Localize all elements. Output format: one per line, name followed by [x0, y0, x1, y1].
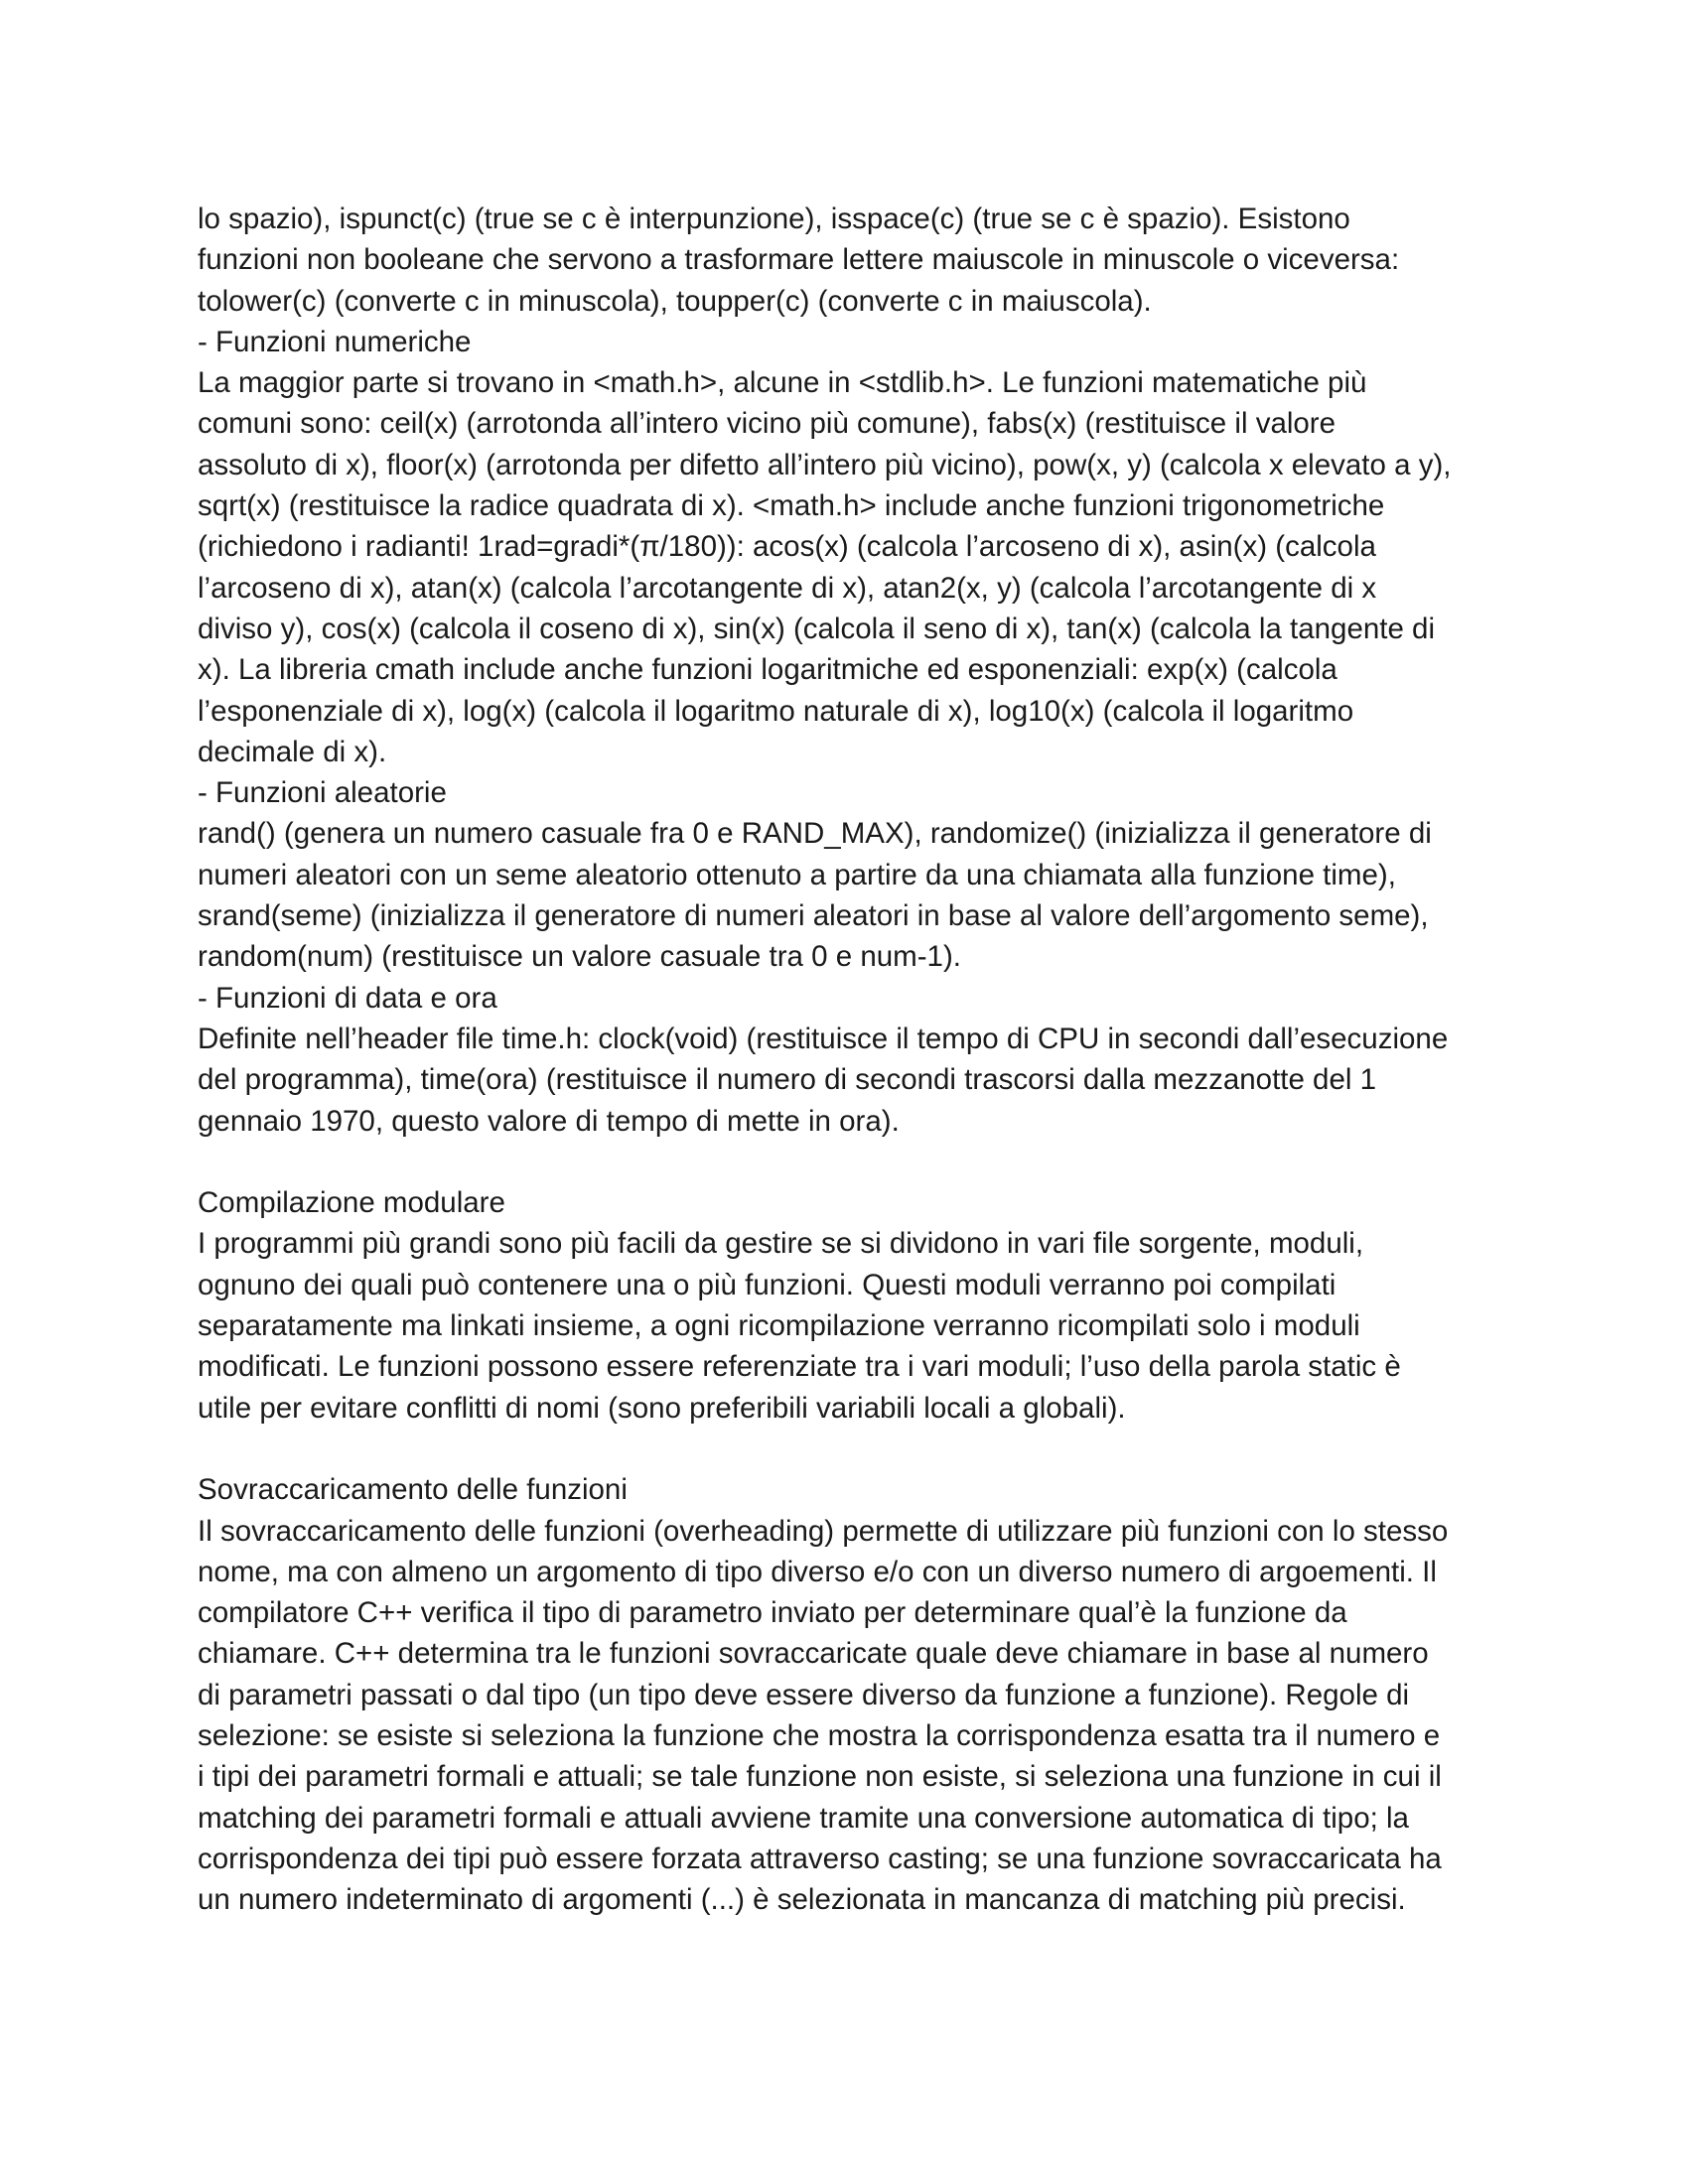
text-line: I programmi più grandi sono più facili da gestire se si dividono in vari file sorgente, moduli,: [198, 1227, 1364, 1261]
blank-line: [198, 1142, 1528, 1182]
text-line: Definite nell’header file time.h: clock(void) (restituisce il tempo di CPU in secondi dall’esecuzione: [198, 1022, 1449, 1055]
text-line: sqrt(x) (restituisce la radice quadrata di x). <math.h> include anche funzioni trigonometriche: [198, 489, 1385, 523]
section-heading: - Funzioni numeriche: [198, 325, 472, 358]
section-chars-continued: [198, 199, 1528, 322]
text-line: decimale di x).: [198, 735, 387, 768]
text-line: diviso y), cos(x) (calcola il coseno di x), sin(x) (calcola il seno di x), tan(x) (calcola la tangente di: [198, 612, 1436, 645]
text-line: nome, ma con almeno un argomento di tipo diverso e/o con un diverso numero di argoementi. Il: [198, 1555, 1437, 1588]
text-line: srand(seme) (inizializza il generatore di numeri aleatori in base al valore dell’argomento seme),: [198, 899, 1429, 933]
text-line: i tipi dei parametri formali e attuali; se tale funzione non esiste, si seleziona una funzione in cui il: [198, 1760, 1442, 1794]
text-line: numeri aleatori con un seme aleatorio ottenuto a partire da una chiamata alla funzione time),: [198, 858, 1396, 891]
text-line: rand() (genera un numero casuale fra 0 e RAND_MAX), randomize() (inizializza il generatore di: [198, 817, 1432, 851]
text-line: funzioni non booleane che servono a trasformare lettere maiuscole in minuscole o viceversa:: [198, 243, 1400, 277]
blank-line: [198, 1429, 1528, 1469]
text-line: separatamente ma linkati insieme, a ogni ricompilazione verranno ricompilati solo i moduli: [198, 1309, 1360, 1343]
text-line: assoluto di x), floor(x) (arrotonda per difetto all’intero più vicino), pow(x, y) (calcola x elevato a y),: [198, 448, 1452, 481]
section-random-functions: [198, 772, 1528, 977]
text-line: comuni sono: ceil(x) (arrotonda all’intero vicino più comune), fabs(x) (restituisce il valore: [198, 407, 1336, 441]
text-line: chiamare. C++ determina tra le funzioni sovraccaricate quale deve chiamare in base al numero: [198, 1637, 1429, 1671]
text-line: (richiedono i radianti! 1rad=gradi*(π/180)): acos(x) (calcola l’arcoseno di x), asin(x) (calcola: [198, 530, 1376, 564]
text-line: del programma), time(ora) (restituisce il numero di secondi trascorsi dalla mezzanotte del 1: [198, 1063, 1377, 1097]
text-line: ognuno dei quali può contenere una o più funzioni. Questi moduli verranno poi compilati: [198, 1268, 1336, 1301]
section-heading: Compilazione modulare: [198, 1186, 505, 1220]
text-line: La maggior parte si trovano in <math.h>, alcune in <stdlib.h>. Le funzioni matematiche più: [198, 366, 1367, 400]
text-line: l’arcoseno di x), atan(x) (calcola l’arcotangente di x), atan2(x, y) (calcola l’arcotangente di x: [198, 571, 1377, 605]
text-line: modificati. Le funzioni possono essere referenziate tra i vari moduli; l’uso della parola static è: [198, 1350, 1401, 1384]
text-line: gennaio 1970, questo valore di tempo di mette in ora).: [198, 1104, 900, 1138]
text-line: matching dei parametri formali e attuali avviene tramite una conversione automatica di tipo; la: [198, 1801, 1409, 1835]
section-date-time-functions: [198, 978, 1528, 1182]
section-heading: Sovraccaricamento delle funzioni: [198, 1473, 628, 1507]
text-line: corrispondenza dei tipi può essere forzata attraverso casting; se una funzione sovraccaricata ha: [198, 1842, 1442, 1875]
text-line: compilatore C++ verifica il tipo di parametro inviato per determinare qual’è la funzione da: [198, 1596, 1347, 1630]
text-line: lo spazio), ispunct(c) (true se c è interpunzione), isspace(c) (true se c è spazio). Esistono: [198, 203, 1350, 235]
section-function-overloading: [198, 1469, 1528, 1920]
section-heading: - Funzioni di data e ora: [198, 981, 497, 1015]
text-line: un numero indeterminato di argomenti (...) è selezionata in mancanza di matching più precisi.: [198, 1883, 1406, 1917]
text-line: di parametri passati o dal tipo (un tipo deve essere diverso da funzione a funzione). Regole di: [198, 1678, 1410, 1711]
text-line: random(num) (restituisce un valore casuale tra 0 e num-1).: [198, 940, 961, 974]
text-line: tolower(c) (converte c in minuscola), toupper(c) (converte c in maiuscola).: [198, 284, 1152, 318]
section-numeric-functions: [198, 322, 1528, 772]
text-line: l’esponenziale di x), log(x) (calcola il logaritmo naturale di x), log10(x) (calcola il logaritmo: [198, 694, 1354, 728]
text-line: utile per evitare conflitti di nomi (sono preferibili variabili locali a globali).: [198, 1391, 1126, 1425]
text-line: Il sovraccaricamento delle funzioni (overheading) permette di utilizzare più funzioni con lo stesso: [198, 1514, 1449, 1548]
text-line: selezione: se esiste si seleziona la funzione che mostra la corrispondenza esatta tra il numero e: [198, 1718, 1441, 1752]
section-modular-compilation: [198, 1182, 1528, 1469]
text-line: x). La libreria cmath include anche funzioni logaritmiche ed esponenziali: exp(x) (calcola: [198, 653, 1337, 687]
document-body: [198, 199, 1528, 1920]
section-heading: - Funzioni aleatorie: [198, 776, 447, 810]
